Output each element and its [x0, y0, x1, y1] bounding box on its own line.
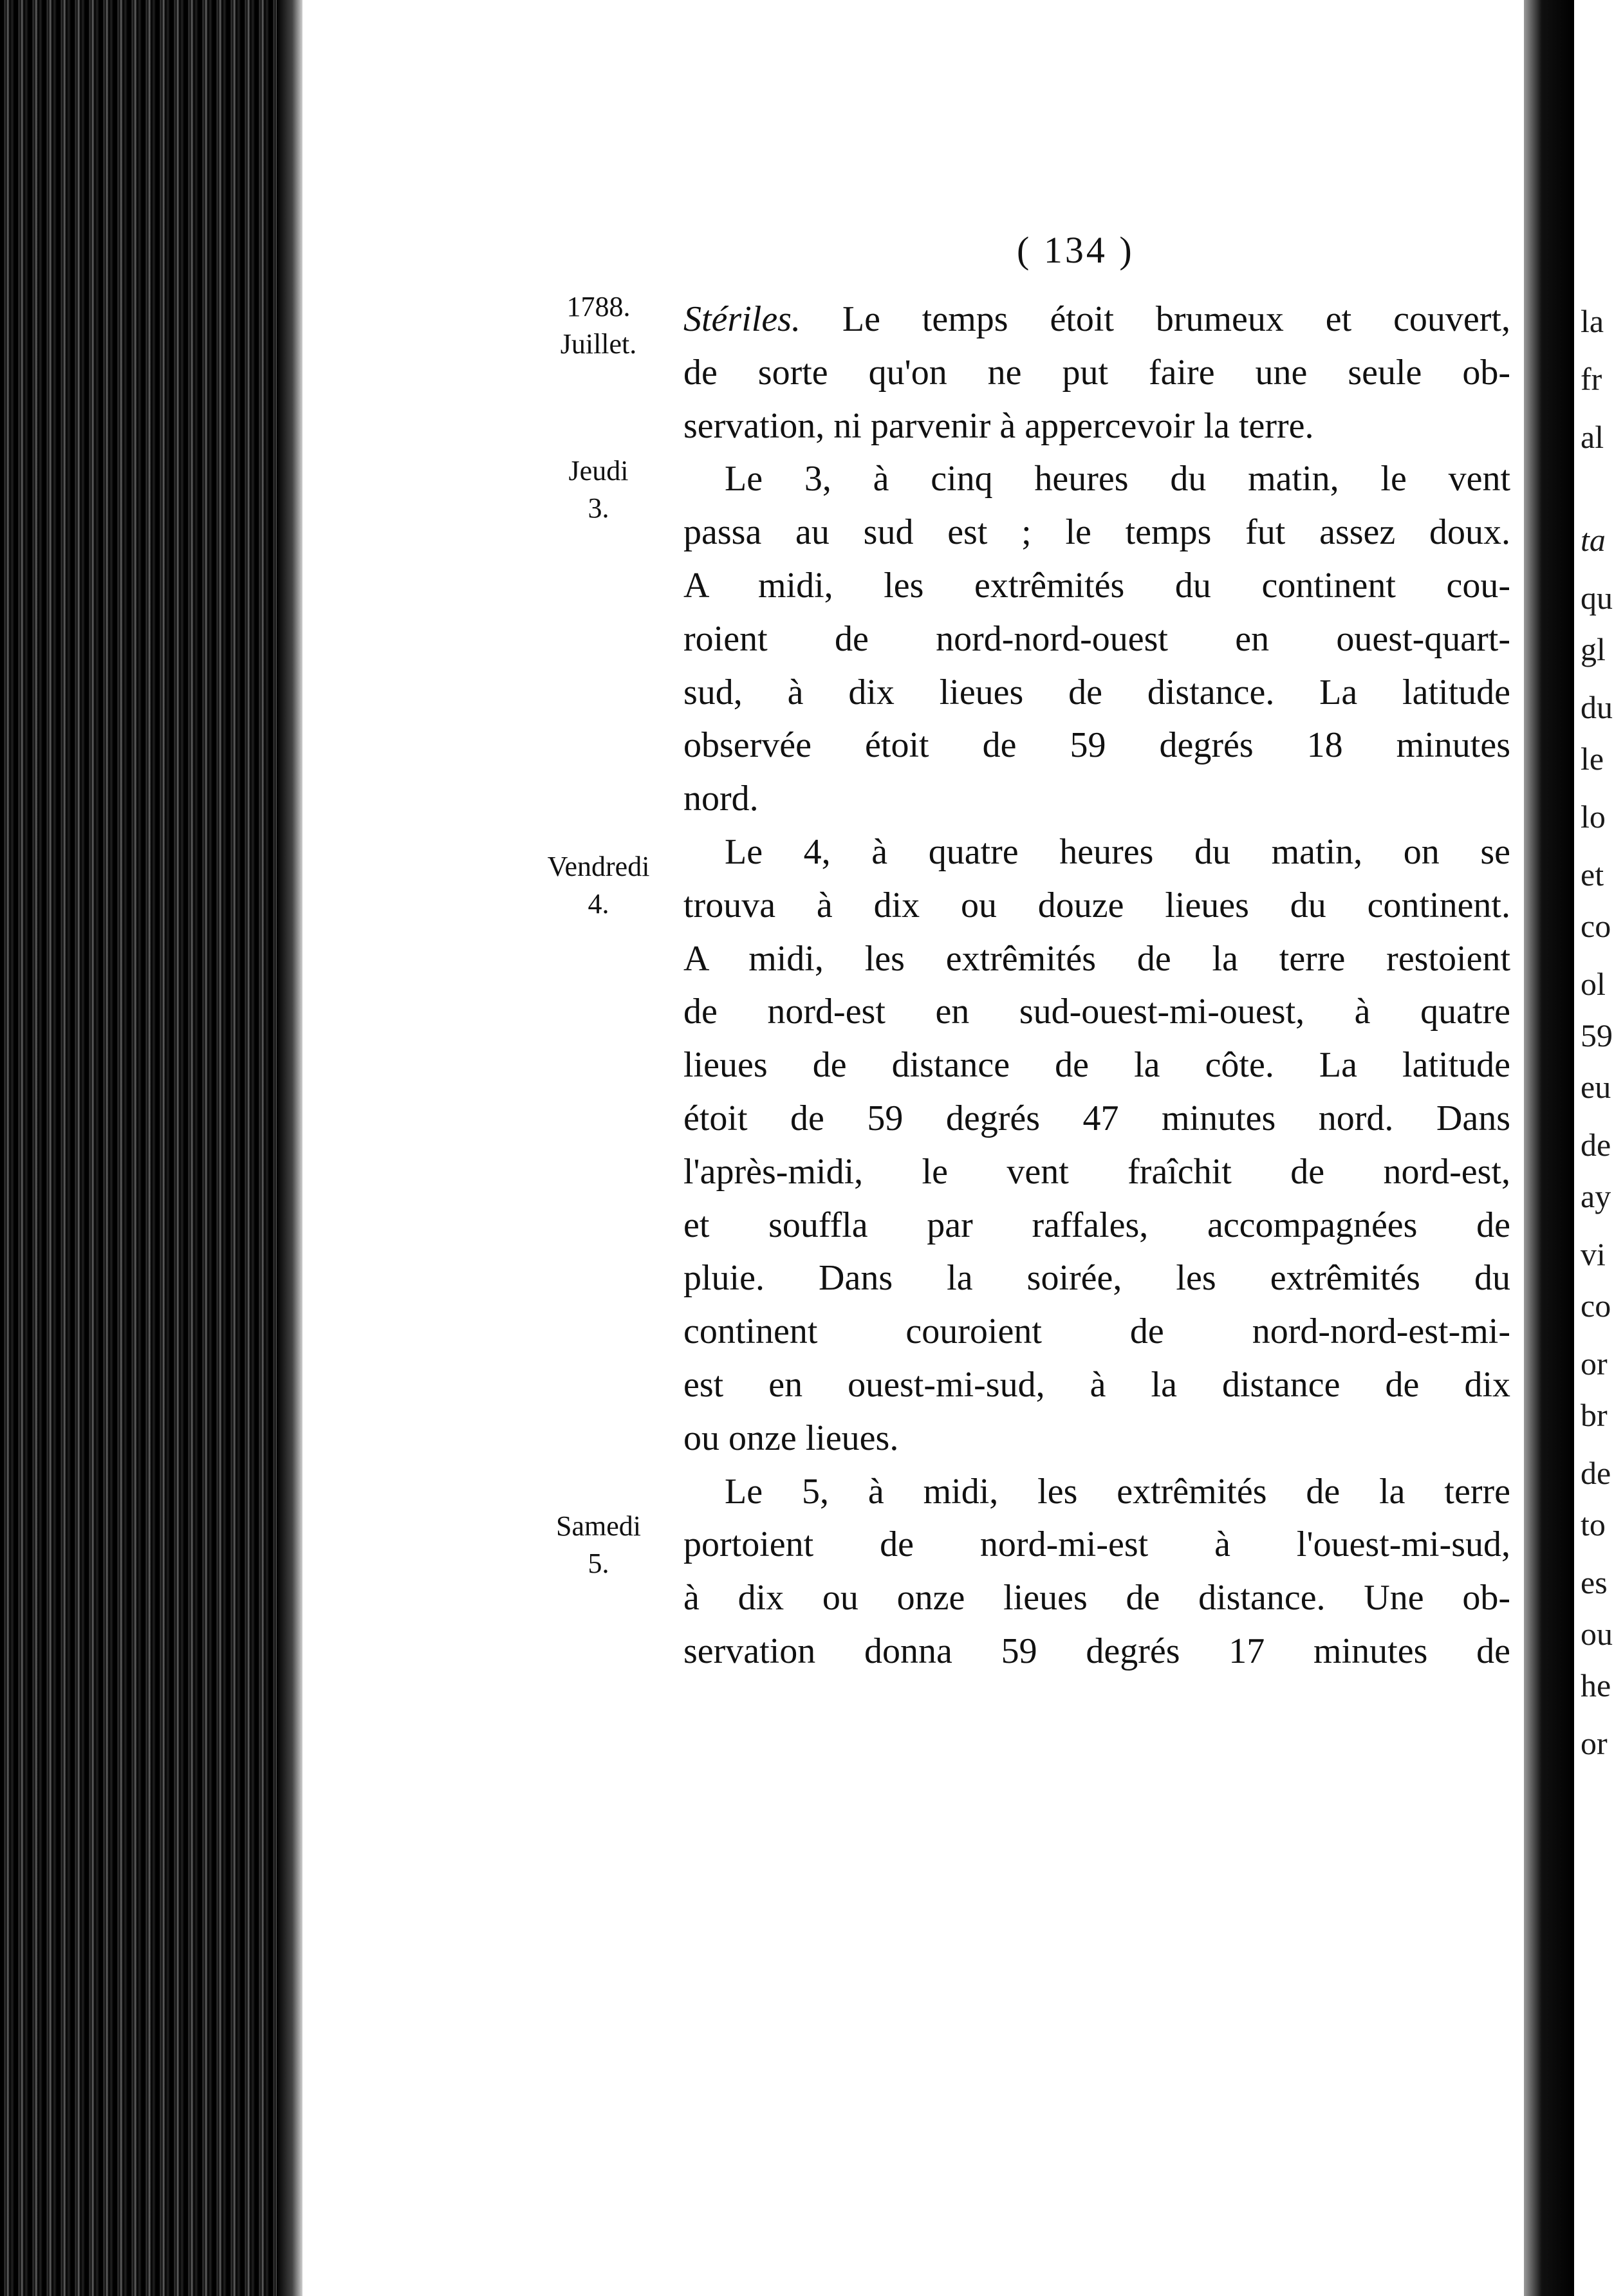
facing-page-fragment: or — [1581, 1725, 1608, 1761]
facing-page-fragment: es — [1581, 1564, 1608, 1600]
text-line: Le 4, à quatre heures du matin, on se — [725, 831, 1510, 872]
facing-page-fragment: de — [1581, 1455, 1611, 1491]
text-line: Le 3, à cinq heures du matin, le vent — [725, 459, 1510, 499]
margin-note-vendredi — [534, 853, 663, 918]
text-line: continent couroient de nord-nord-est-mi- — [683, 1311, 1510, 1352]
text-line: observée étoit de 59 degrés 18 minutes — [683, 725, 1510, 766]
text-line: est en ouest-mi-sud, à la distance de dix — [683, 1364, 1510, 1405]
page-number: ( 134 ) — [1017, 229, 1135, 271]
margin-note-samedi — [534, 1512, 663, 1578]
text-line: Le 5, à midi, les extrêmités de la terre — [725, 1471, 1510, 1512]
facing-page-fragment: et — [1581, 856, 1604, 893]
text-line: passa au sud est ; le temps fut assez doux. — [683, 512, 1510, 553]
text-line: pluie. Dans la soirée, les extrêmités du — [683, 1258, 1510, 1299]
text-line: lieues de distance de la côte. La latitude — [683, 1045, 1510, 1086]
facing-page-fragment: gl — [1581, 631, 1606, 667]
text-line — [683, 293, 1510, 346]
margin-note-number: 5. — [588, 1548, 609, 1579]
facing-page-fragment: ol — [1581, 966, 1606, 1002]
text-line: l'après-midi, le vent fraîchit de nord-est, — [683, 1151, 1510, 1192]
margin-note-day: Vendredi — [547, 851, 650, 882]
facing-page-fragment: to — [1581, 1506, 1606, 1542]
text-line: de sorte qu'on ne put faire une seule ob- — [683, 352, 1510, 393]
text-line: A midi, les extrêmités de la terre restoient — [683, 938, 1510, 979]
facing-page-fragment: ou — [1581, 1616, 1613, 1652]
facing-page-fragment: lo — [1581, 799, 1606, 835]
margin-note-day: Jeudi — [568, 455, 629, 486]
facing-page-fragment: vi — [1581, 1236, 1606, 1272]
text-line: ou onze lieues. — [683, 1418, 899, 1458]
text-line: nord. — [683, 779, 759, 819]
book-spine-edge — [0, 0, 296, 2296]
facing-page-fragment: du — [1581, 689, 1613, 725]
facing-page-fragment: eu — [1581, 1069, 1611, 1105]
text-line: roient de nord-nord-ouest en ouest-quart- — [683, 618, 1510, 659]
italic-word: Stériles. — [683, 299, 801, 339]
page-gutter-shadow — [1524, 0, 1575, 2296]
facing-page-fragment: he — [1581, 1667, 1611, 1703]
facing-page-fragment: ay — [1581, 1178, 1611, 1214]
facing-page-fragment: fr — [1581, 361, 1602, 397]
text-line: A midi, les extrêmités du continent cou- — [683, 565, 1510, 606]
facing-page-fragment: or — [1581, 1346, 1608, 1382]
facing-page-fragment: co — [1581, 908, 1611, 944]
margin-note-month: Juillet. — [560, 328, 637, 360]
facing-page-fragment: ta — [1581, 522, 1606, 558]
margin-note-date — [534, 293, 663, 358]
facing-page-edge — [1570, 0, 1614, 2296]
facing-page-fragment: al — [1581, 419, 1604, 455]
facing-page-fragment: le — [1581, 741, 1604, 777]
facing-page-fragment: qu — [1581, 580, 1613, 616]
margin-note-number: 3. — [588, 492, 609, 524]
spine-shadow — [277, 0, 302, 2296]
margin-note-jeudi — [534, 457, 663, 523]
facing-page-fragment: la — [1581, 303, 1604, 339]
text-line: portoient de nord-mi-est à l'ouest-mi-sud, — [683, 1524, 1510, 1565]
margin-note-number: 4. — [588, 888, 609, 920]
text-line: sud, à dix lieues de distance. La latitude — [683, 672, 1510, 712]
text-line: de nord-est en sud-ouest-mi-ouest, à quatre — [683, 992, 1510, 1032]
text-line: servation, ni parvenir à appercevoir la terre. — [683, 405, 1314, 446]
facing-page-fragment: de — [1581, 1127, 1611, 1163]
text-line: trouva à dix ou douze lieues du continent. — [683, 885, 1510, 925]
text-line-rest: Le temps étoit brumeux et couvert, — [800, 299, 1510, 339]
facing-page-fragment: br — [1581, 1397, 1608, 1433]
facing-page-fragment: 59 — [1581, 1017, 1613, 1053]
margin-note-year: 1788. — [566, 291, 631, 322]
text-line: à dix ou onze lieues de distance. Une ob- — [683, 1578, 1510, 1618]
facing-page-fragment: co — [1581, 1288, 1611, 1324]
text-line: servation donna 59 degrés 17 minutes de — [683, 1631, 1510, 1671]
body-text — [683, 293, 1510, 1678]
margin-note-day: Samedi — [556, 1510, 641, 1542]
text-line: étoit de 59 degrés 47 minutes nord. Dans — [683, 1098, 1510, 1138]
text-line: et souffla par raffales, accompagnées de — [683, 1205, 1510, 1245]
